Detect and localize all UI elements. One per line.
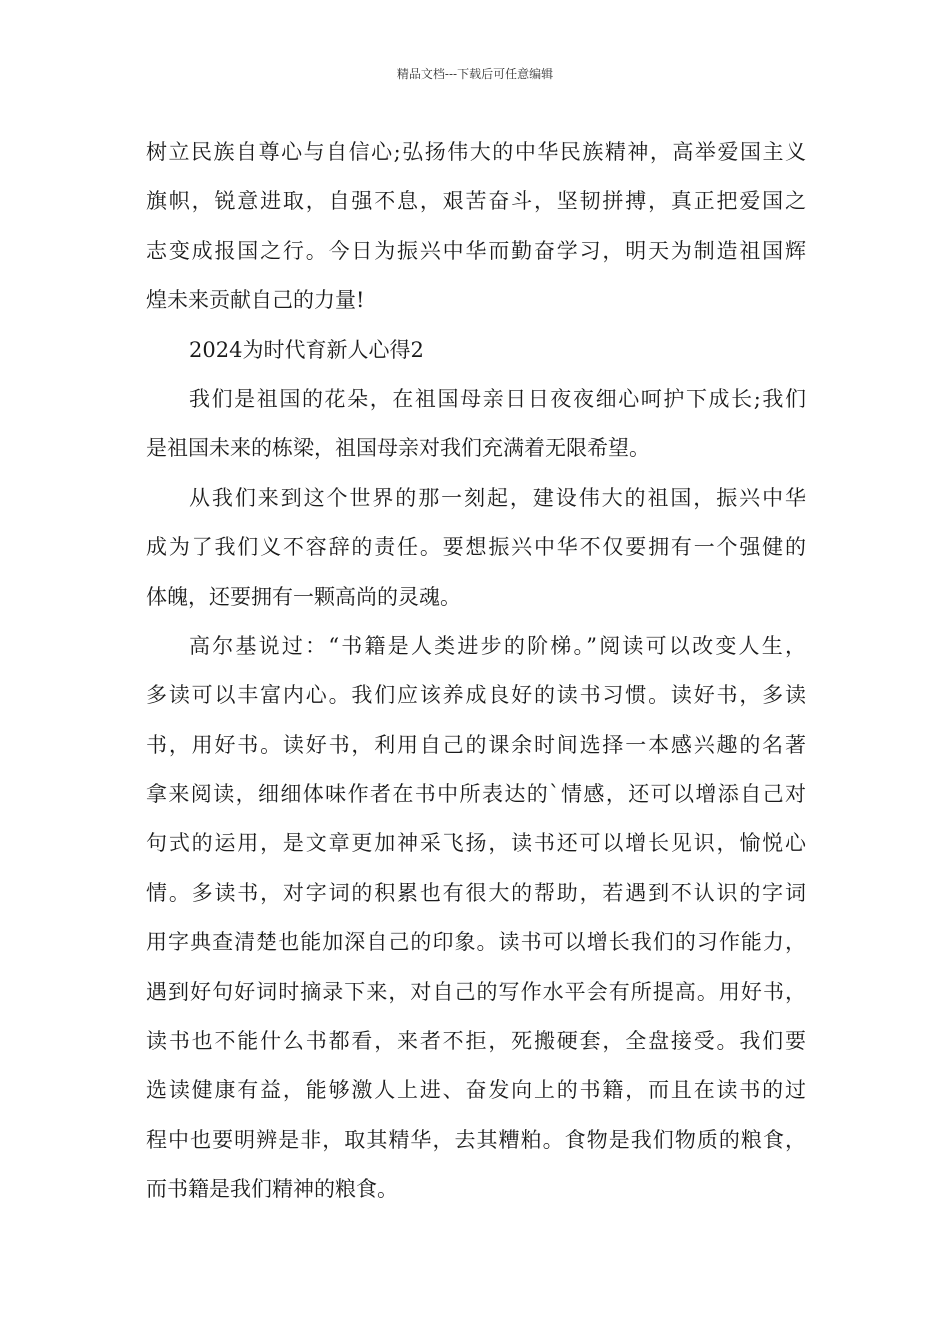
text-line: 从我们来到这个世界的那一刻起，建设伟大的祖国，振兴中华	[189, 485, 806, 510]
text-line: 用字典查清楚也能加深自己的印象。读书可以增长我们的习作能力，	[146, 930, 806, 955]
text-line: 拿来阅读，细细体味作者在书中所表达的`情感，还可以增添自己对	[146, 782, 806, 807]
document-body	[146, 128, 806, 1215]
section-title: 2024为时代育新人心得2	[189, 337, 424, 362]
text-line: 我们是祖国的花朵，在祖国母亲日日夜夜细心呵护下成长;我们	[189, 386, 806, 411]
text-line: 是祖国未来的栋梁，祖国母亲对我们充满着无限希望。	[146, 436, 650, 461]
page-header: 精品文档---下载后可任意编辑	[396, 67, 554, 81]
text-line: 煌未来贡献自己的力量!	[146, 288, 365, 313]
text-line: 体魄，还要拥有一颗高尚的灵魂。	[146, 584, 461, 609]
text-line: 志变成报国之行。今日为振兴中华而勤奋学习，明天为制造祖国辉	[146, 238, 806, 263]
text-line: 旗帜，锐意进取，自强不息，艰苦奋斗，坚韧拼搏，真正把爱国之	[146, 189, 806, 214]
text-line: 而书籍是我们精神的粮食。	[146, 1177, 398, 1202]
text-line: 多读可以丰富内心。我们应该养成良好的读书习惯。读好书，多读	[146, 683, 806, 708]
text-line: 成为了我们义不容辞的责任。要想振兴中华不仅要拥有一个强健的	[146, 535, 806, 560]
text-line: 选读健康有益，能够激人上进、奋发向上的书籍，而且在读书的过	[146, 1078, 806, 1103]
text-line: 遇到好句好词时摘录下来，对自己的写作水平会有所提高。用好书，	[146, 979, 806, 1004]
text-line: 句式的运用，是文章更加神采飞扬，读书还可以增长见识，愉悦心	[146, 831, 806, 856]
text-line: 书，用好书。读好书，利用自己的课余时间选择一本感兴趣的名著	[146, 732, 806, 757]
text-line: 读书也不能什么书都看，来者不拒，死搬硬套，全盘接受。我们要	[146, 1029, 806, 1054]
text-line: 树立民族自尊心与自信心;弘扬伟大的中华民族精神，高举爱国主义	[146, 140, 806, 164]
text-line: 程中也要明辨是非，取其精华，去其糟粕。食物是我们物质的粮食，	[146, 1127, 806, 1152]
text-line: 情。多读书，对字词的积累也有很大的帮助，若遇到不认识的字词	[146, 880, 806, 905]
text-line: 高尔基说过：“书籍是人类进步的阶梯。”阅读可以改变人生，	[189, 633, 806, 658]
